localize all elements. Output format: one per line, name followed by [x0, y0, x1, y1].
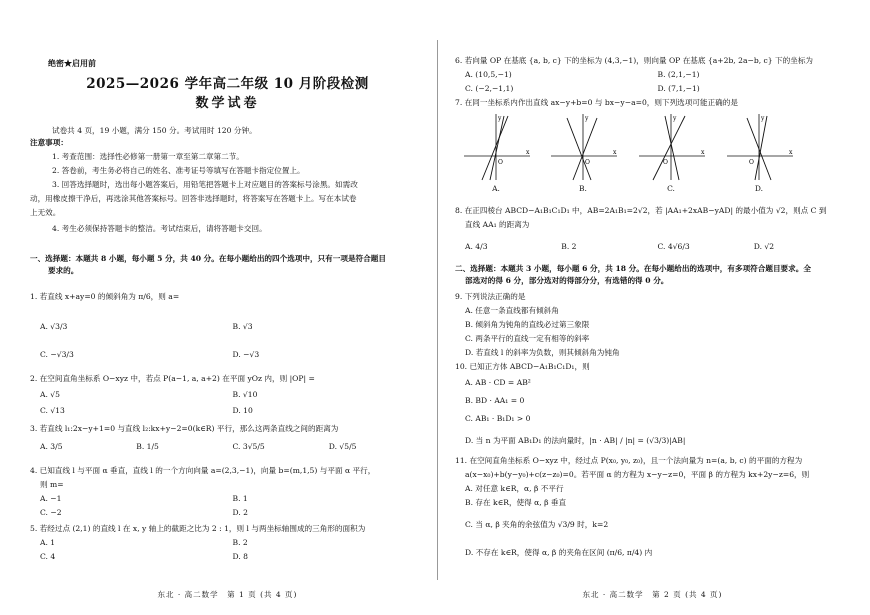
q5-stem: 5. 若经过点 (2,1) 的直线 l 在 x, y 轴上的截距之比为 2 : 1，则 l 与两坐标轴围成的三角形的面积为	[30, 524, 366, 533]
q3-option-a[interactable]: A. 3/5	[40, 442, 63, 451]
q4-option-b[interactable]: B. 1	[232, 494, 248, 503]
q7-d-y-label: y	[761, 115, 765, 122]
q5-option-d[interactable]: D. 8	[232, 552, 248, 561]
right-column	[455, 0, 850, 615]
q3-options	[40, 442, 425, 451]
q8-stem: 8. 在正四棱台 ABCD−A₁B₁C₁D₁ 中，AB=2A₁B₁=2√2，若 |AA₁+2xAB−yAD| 的最小值为 √2，则点 C 到	[455, 206, 827, 215]
q2-options-row1	[40, 390, 425, 399]
q7-caption-a: A.	[492, 184, 500, 194]
q11-option-c[interactable]: C. 当 α, β 夹角的余弦值为 √3/9 时，k=2	[465, 520, 609, 529]
q8-stem-cont: 直线 AA₁ 的距离为	[465, 220, 530, 229]
q4-option-d[interactable]: D. 2	[232, 508, 248, 517]
q3-stem: 3. 若直线 l₁:2x−y+1=0 与直线 l₂:kx+y−2=0(k∈R) 平行，那么这两条直线之间的距离为	[30, 424, 339, 433]
q7-a-origin: O	[498, 159, 503, 166]
q11-option-d[interactable]: D. 不存在 k∈R，使得 α, β 的夹角在区间 (π/6, π/4) 内	[465, 548, 653, 557]
q1-option-c[interactable]: C. −√3/3	[40, 350, 74, 359]
section1-heading-cont: 要求的。	[48, 266, 79, 275]
q7-figure-a[interactable]	[460, 112, 532, 192]
q3-option-d[interactable]: D. √5/5	[328, 442, 357, 451]
q6-option-d[interactable]: D. (7,1,−1)	[657, 84, 700, 93]
q7-b-y-label: y	[585, 115, 589, 122]
q8-option-d[interactable]: D. √2	[753, 242, 775, 251]
q3-option-b[interactable]: B. 1/5	[136, 442, 159, 451]
q7-b-origin: O	[585, 159, 590, 166]
q5-options-row2	[40, 552, 425, 561]
q7-figure-d[interactable]	[723, 112, 795, 192]
q1-stem: 1. 若直线 x+ay=0 的倾斜角为 π/6，则 a=	[30, 292, 180, 301]
exam-title: 2025—2026 学年高二年级 10 月阶段检测	[86, 76, 369, 92]
q7-figure-c[interactable]	[635, 112, 707, 192]
q10-stem: 10. 已知正方体 ABCD−A₁B₁C₁D₁，则	[455, 362, 590, 371]
q7-c-x-label: x	[701, 149, 705, 156]
note-2: 2. 答卷前，考生务必将自己的姓名、准考证号等填写在答题卡指定位置上。	[52, 166, 305, 175]
q7-caption-b: B.	[579, 184, 587, 194]
q4-option-c[interactable]: C. −2	[40, 508, 62, 517]
q10-option-b[interactable]: B. BD · AA₁ = 0	[465, 396, 525, 405]
q2-option-a[interactable]: A. √5	[40, 390, 60, 399]
q1-option-d[interactable]: D. −√3	[232, 350, 260, 359]
section2-heading: 二、选择题：本题共 3 小题，每小题 6 分，共 18 分。在每小题给出的选项中，有多项符合题目要求。全	[455, 264, 811, 273]
page-footer-2: 东北 · 高二数学 第 2 页 (共 4 页)	[582, 590, 723, 599]
q1-options-row1	[40, 322, 425, 331]
q6-options-row2	[465, 84, 850, 93]
q11-option-a[interactable]: A. 对任意 k∈R，α, β 不平行	[465, 484, 564, 493]
column-divider	[437, 40, 438, 580]
q9-option-c[interactable]: C. 两条平行的直线一定有相等的斜率	[465, 334, 590, 343]
q2-option-b[interactable]: B. √10	[232, 390, 258, 399]
secret-label: 绝密★启用前	[48, 58, 96, 68]
q7-graph-c	[635, 112, 707, 182]
q6-option-a[interactable]: A. (10,5,−1)	[465, 70, 512, 79]
q2-options-row2	[40, 406, 425, 415]
notes-title: 注意事项：	[30, 138, 68, 147]
q6-stem: 6. 若向量 OP 在基底 {a, b, c} 下的坐标为 (4,3,−1)，则向量 OP 在基底 {a+2b, 2a−b, c} 下的坐标为	[455, 56, 814, 65]
q4-option-a[interactable]: A. −1	[40, 494, 62, 503]
q8-option-b[interactable]: B. 2	[561, 242, 577, 251]
q8-option-a[interactable]: A. 4/3	[465, 242, 488, 251]
note-1: 1. 考查范围：选择性必修第一册第一章至第二章第二节。	[52, 152, 244, 161]
subject-title: 数学试卷	[195, 96, 260, 111]
q7-b-x-label: x	[613, 149, 617, 156]
q1-options-row2	[40, 350, 425, 359]
note-3-cont: 动，用橡皮擦干净后，再选涂其他答案标号。回答非选择题时，将答案写在答题卡上。写在本试卷	[30, 194, 357, 203]
q3-option-c[interactable]: C. 3√5/5	[232, 442, 265, 451]
q8-options	[465, 242, 850, 251]
q5-options-row1	[40, 538, 425, 547]
q6-option-b[interactable]: B. (2,1,−1)	[657, 70, 700, 79]
q7-d-x-label: x	[789, 149, 793, 156]
q7-graph-a	[460, 112, 532, 182]
q9-stem: 9. 下列说法正确的是	[455, 292, 526, 301]
q4-stem-cont: 则 m=	[40, 480, 64, 489]
q7-stem: 7. 在同一坐标系内作出直线 ax−y+b=0 与 bx−y−a=0，则下列选项可能正确的是	[455, 98, 738, 107]
q9-option-d[interactable]: D. 若直线 l 的斜率为负数，则其倾斜角为钝角	[465, 348, 620, 357]
q10-option-d[interactable]: D. 当 n 为平面 AB₁D₁ 的法向量时，|n · AB| / |n| = (√3/3)|AB|	[465, 436, 686, 445]
q5-option-c[interactable]: C. 4	[40, 552, 56, 561]
q5-option-b[interactable]: B. 2	[232, 538, 248, 547]
q10-option-c[interactable]: C. AB₁ · B₁D₁ > 0	[465, 414, 531, 423]
q7-graph-b	[547, 112, 619, 182]
q10-option-a[interactable]: A. AB · CD = AB²	[465, 378, 531, 387]
note-3: 3. 回答选择题时，选出每小题答案后，用铅笔把答题卡上对应题目的答案标号涂黑。如需改	[52, 180, 358, 189]
q11-stem-cont: a(x−x₀)+b(y−y₀)+c(z−z₀)=0。若平面 α 的方程为 x−y−z=0，平面 β 的方程为 kx+2y−z=6，则	[465, 470, 810, 479]
q7-figure-b[interactable]	[547, 112, 619, 192]
q1-option-b[interactable]: B. √3	[232, 322, 253, 331]
q2-stem: 2. 在空间直角坐标系 O−xyz 中，若点 P(a−1, a, a+2) 在平面 yOz 内，则 |OP| =	[30, 374, 315, 383]
q11-stem: 11. 在空间直角坐标系 O−xyz 中，经过点 P(x₀, y₀, z₀)，且一个法向量为 n=(a, b, c) 的平面的方程为	[455, 456, 803, 465]
intro-text: 试卷共 4 页，19 小题，满分 150 分。考试用时 120 分钟。	[52, 126, 257, 135]
section1-heading: 一、选择题：本题共 8 小题，每小题 5 分，共 40 分。在每小题给出的四个选项中，只有一项是符合题目	[30, 254, 386, 263]
section2-heading-cont: 部选对的得 6 分，部分选对的得部分分，有选错的得 0 分。	[465, 276, 669, 285]
q5-option-a[interactable]: A. 1	[40, 538, 56, 547]
left-column	[30, 0, 425, 615]
q6-options-row1	[465, 70, 850, 79]
q4-stem: 4. 已知直线 l 与平面 α 垂直，直线 l 的一个方向向量 a=(2,3,−1)，向量 b=(m,1,5) 与平面 α 平行，	[30, 466, 376, 475]
q4-options-row1	[40, 494, 425, 503]
q9-option-a[interactable]: A. 任意一条直线都有倾斜角	[465, 306, 559, 315]
q2-option-c[interactable]: C. √13	[40, 406, 65, 415]
q8-option-c[interactable]: C. 4√6/3	[657, 242, 690, 251]
q7-caption-c: C.	[667, 184, 675, 194]
note-3-end: 上无效。	[30, 208, 61, 217]
q7-a-y-label: y	[498, 115, 502, 122]
q9-option-b[interactable]: B. 倾斜角为钝角的直线必过第三象限	[465, 320, 590, 329]
q7-graph-d	[723, 112, 795, 182]
q2-option-d[interactable]: D. 10	[232, 406, 253, 415]
q7-c-origin: O	[663, 159, 668, 166]
q7-c-y-label: y	[673, 115, 677, 122]
q11-option-b[interactable]: B. 存在 k∈R，使得 α, β 垂直	[465, 498, 567, 507]
q7-d-origin: O	[749, 159, 754, 166]
note-4: 4. 考生必须保持答题卡的整洁。考试结束后，请将答题卡交回。	[52, 224, 267, 233]
q7-caption-d: D.	[754, 184, 764, 194]
q1-option-a[interactable]: A. √3/3	[40, 322, 68, 331]
q7-a-x-label: x	[526, 149, 530, 156]
q4-options-row2	[40, 508, 425, 517]
q6-option-c[interactable]: C. (−2,−1,1)	[465, 84, 514, 93]
page-footer-1: 东北 · 高二数学 第 1 页 (共 4 页)	[157, 590, 298, 599]
